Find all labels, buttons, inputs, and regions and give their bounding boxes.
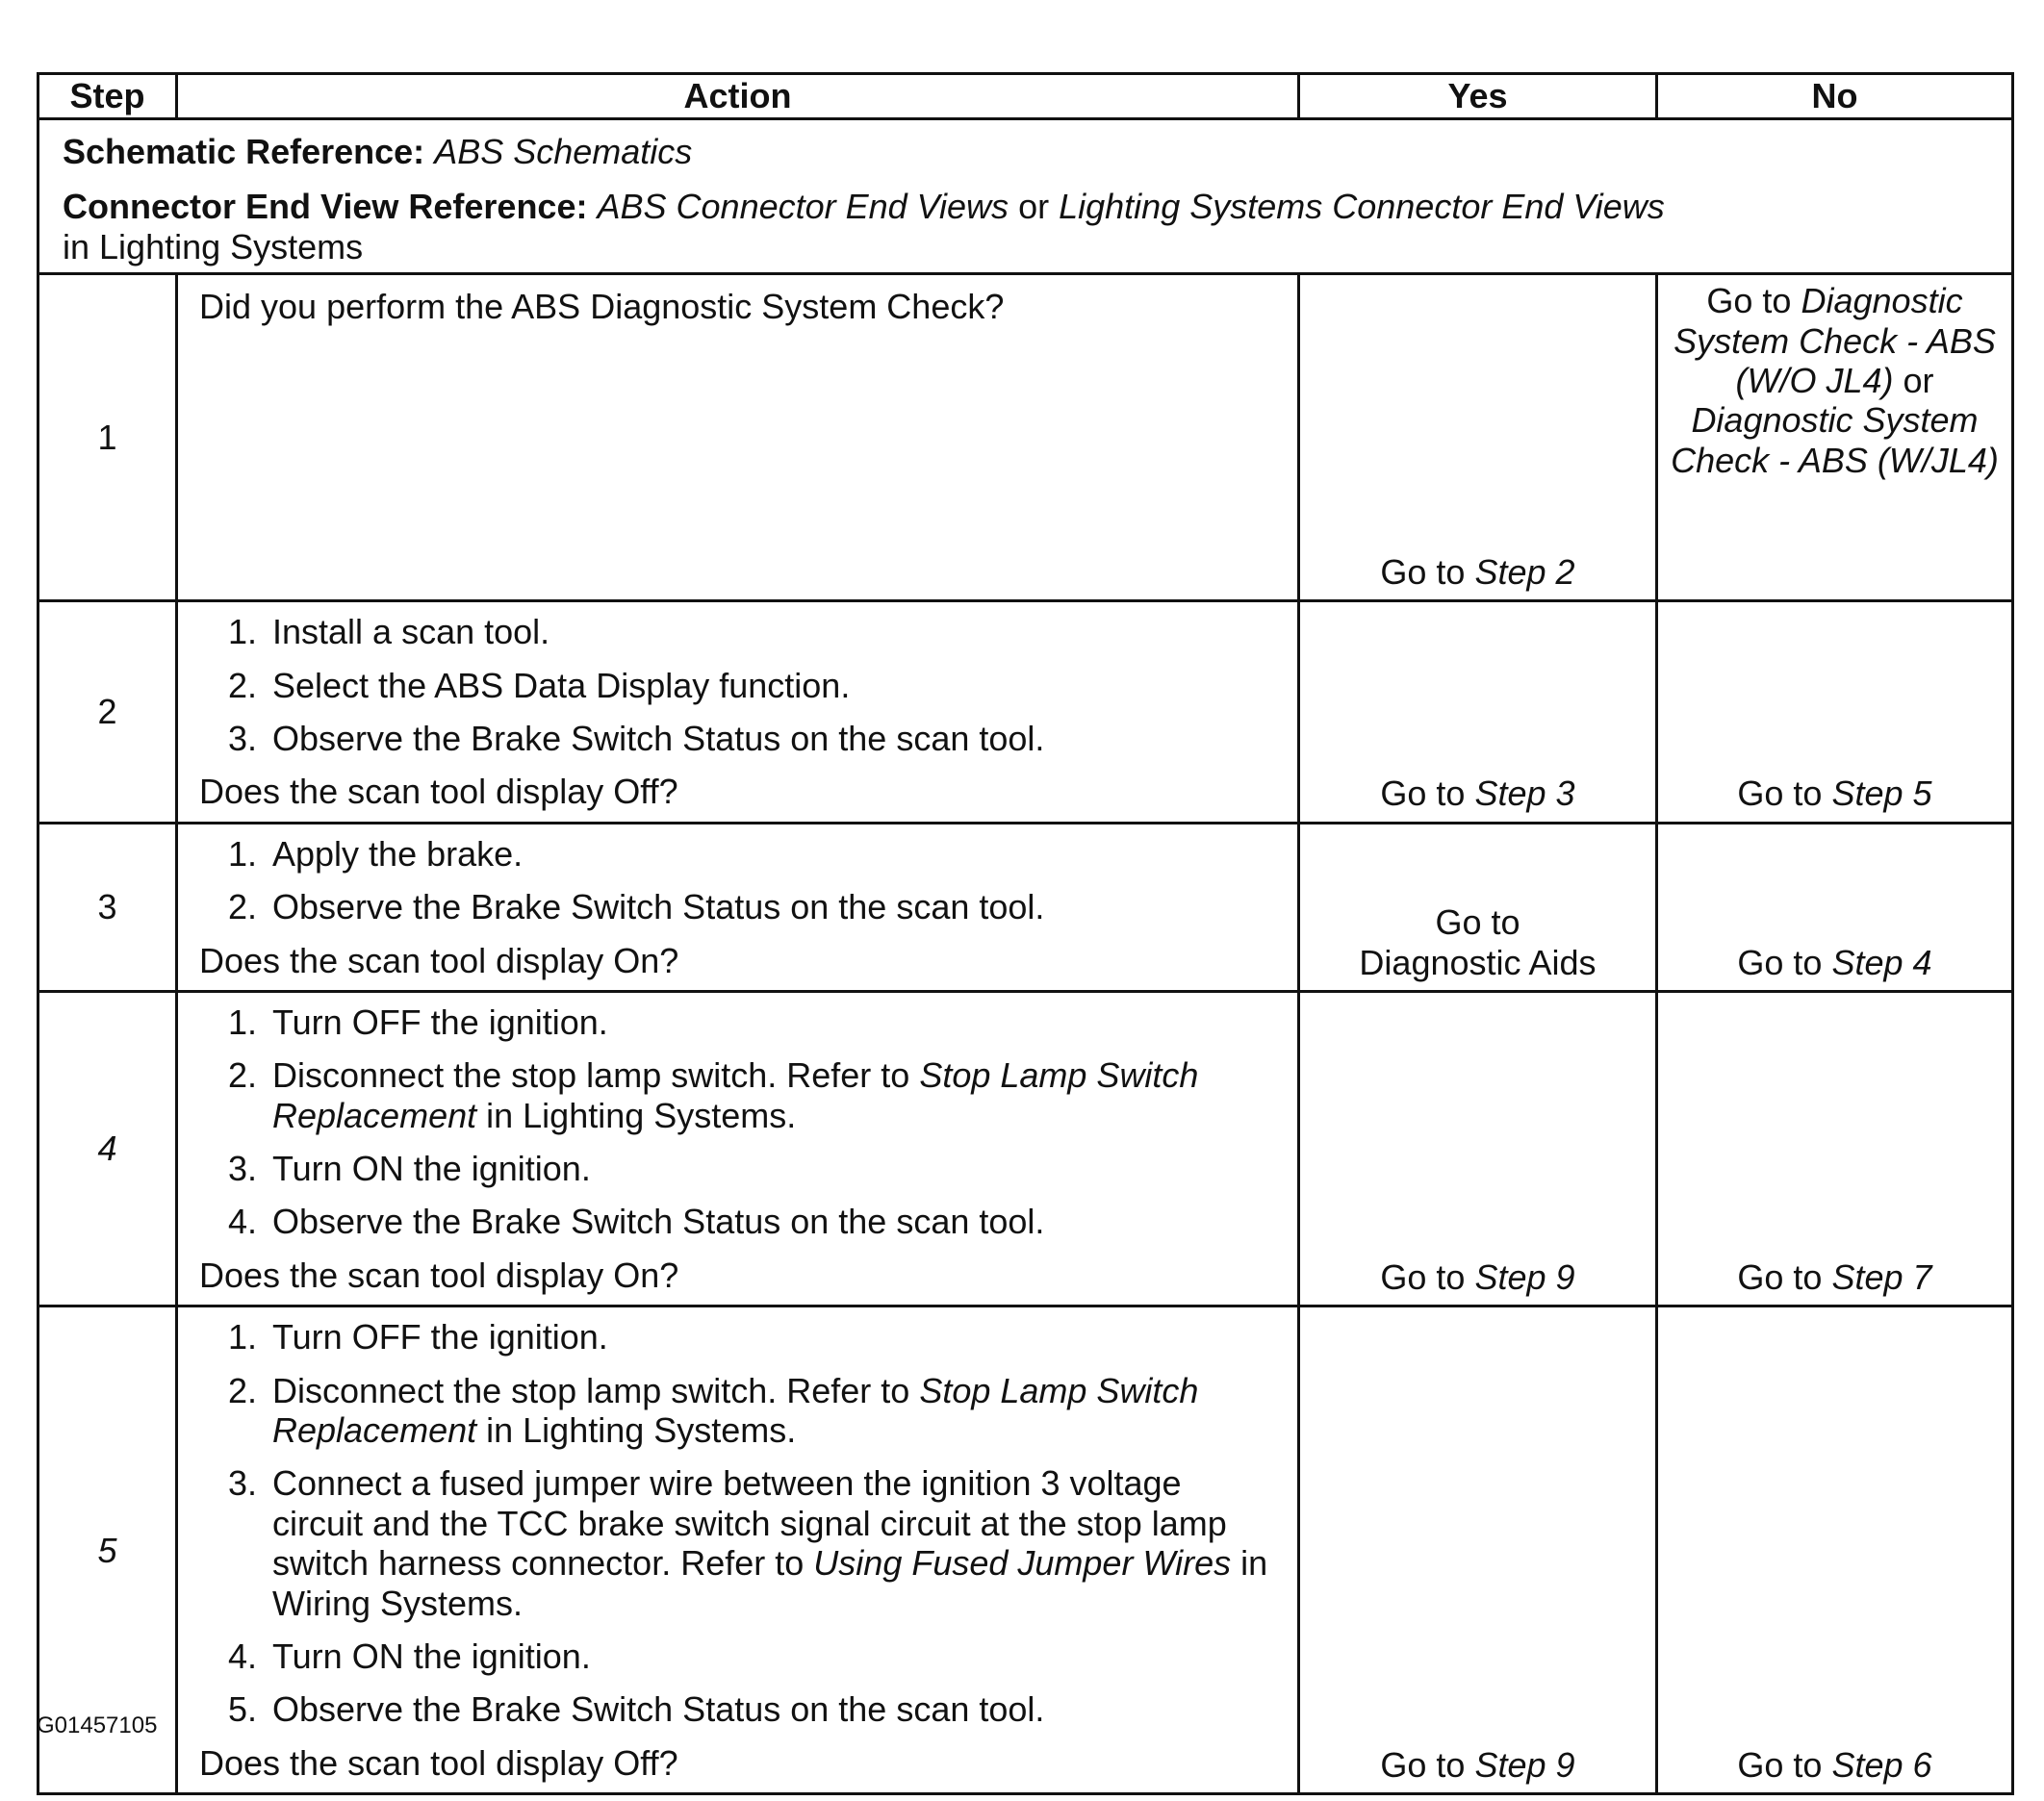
question-text: Does the scan tool display Off? xyxy=(199,772,678,812)
no-link-w-jl4[interactable]: Diagnostic System Check - ABS (W/JL4) xyxy=(1671,400,1999,480)
item-text xyxy=(272,1371,1278,1451)
item-text: Turn OFF the ignition. xyxy=(272,1317,608,1357)
connector-reference-link-lighting[interactable]: Lighting Systems Connector End Views xyxy=(1059,187,1665,227)
table-row xyxy=(38,274,2013,601)
using-fused-jumper-wires-link[interactable]: Using Fused Jumper Wires xyxy=(813,1543,1232,1584)
connector-reference xyxy=(63,187,1990,226)
no-goto: Go to xyxy=(1737,942,1823,982)
yes-goto: Go to xyxy=(1380,774,1466,814)
schematic-reference xyxy=(63,132,1990,171)
item-text: Turn ON the ignition. xyxy=(272,1636,591,1676)
yes-goto: Go to xyxy=(1380,551,1466,592)
item-number: 3. xyxy=(227,1463,257,1504)
item-number: 2. xyxy=(227,665,257,705)
no-step-link[interactable]: Step 5 xyxy=(1831,774,1932,814)
no-goto: Go to xyxy=(1737,774,1823,814)
stop-lamp-switch-replacement-link[interactable]: Stop Lamp Switch Replacement xyxy=(272,1055,1199,1135)
question-text: Did you perform the ABS Diagnostic System Check? xyxy=(199,287,1005,327)
list-item xyxy=(199,1463,1278,1623)
item-text-post: in Lighting Systems. xyxy=(486,1095,797,1135)
yes-step-link[interactable]: Step 9 xyxy=(1474,1256,1575,1297)
no-cell xyxy=(1657,274,2013,601)
schematic-reference-link[interactable]: ABS Schematics xyxy=(434,132,693,171)
item-number: 1. xyxy=(227,1002,257,1042)
item-text: Apply the brake. xyxy=(272,833,524,874)
figure-code: G01457105 xyxy=(37,1712,158,1738)
connector-reference-or: or xyxy=(1018,187,1050,227)
header-step: Step xyxy=(38,74,177,119)
list-item xyxy=(199,1002,1278,1042)
action-cell xyxy=(177,823,1299,991)
header-action: Action xyxy=(177,74,1299,119)
item-text: Observe the Brake Switch Status on the scan tool. xyxy=(272,887,1045,927)
item-text: Turn OFF the ignition. xyxy=(272,1002,608,1042)
item-text: Observe the Brake Switch Status on the scan tool. xyxy=(272,1202,1045,1242)
connector-reference-suffix: in Lighting Systems xyxy=(63,226,364,266)
item-text xyxy=(272,1055,1278,1135)
list-item xyxy=(199,1371,1278,1451)
no-cell xyxy=(1657,601,2013,824)
yes-goto: Go to xyxy=(1380,1744,1466,1785)
item-number: 2. xyxy=(227,1055,257,1096)
schematic-reference-label: Schematic Reference: xyxy=(63,132,425,171)
item-text: Turn ON the ignition. xyxy=(272,1149,591,1189)
yes-diagnostic-aids-link[interactable]: Diagnostic Aids xyxy=(1359,942,1597,982)
step-number: 1 xyxy=(38,274,177,601)
item-number: 5. xyxy=(227,1689,257,1730)
yes-goto: Go to xyxy=(1435,902,1520,943)
list-item xyxy=(199,887,1278,926)
list-item xyxy=(199,1317,1278,1357)
no-goto: Go to xyxy=(1737,1744,1823,1785)
yes-cell xyxy=(1299,601,1657,824)
yes-cell xyxy=(1299,991,1657,1306)
action-cell xyxy=(177,601,1299,824)
table-row xyxy=(38,823,2013,991)
action-list xyxy=(199,1002,1278,1242)
header-yes: Yes xyxy=(1299,74,1657,119)
connector-reference-label: Connector End View Reference: xyxy=(63,187,588,227)
item-number: 3. xyxy=(227,1149,257,1189)
list-item xyxy=(199,612,1278,651)
connector-reference-link-abs[interactable]: ABS Connector End Views xyxy=(597,187,1009,227)
header-no: No xyxy=(1657,74,2013,119)
yes-goto: Go to xyxy=(1380,1256,1466,1297)
item-number: 2. xyxy=(227,1370,257,1410)
item-text-post: in Lighting Systems. xyxy=(486,1410,797,1451)
item-number: 2. xyxy=(227,887,257,927)
no-cell xyxy=(1657,1306,2013,1794)
table-row xyxy=(38,991,2013,1306)
no-goto: Go to xyxy=(1737,1256,1823,1297)
item-number: 3. xyxy=(227,718,257,758)
step-number: 3 xyxy=(38,823,177,991)
no-goto: Go to xyxy=(1706,281,1792,321)
item-text-pre: Disconnect the stop lamp switch. Refer to xyxy=(272,1055,910,1096)
item-number: 1. xyxy=(227,612,257,652)
references-row xyxy=(38,119,2013,274)
item-number: 1. xyxy=(227,1317,257,1357)
no-step-link[interactable]: Step 6 xyxy=(1831,1744,1932,1785)
yes-step-link[interactable]: Step 3 xyxy=(1474,774,1575,814)
item-text: Select the ABS Data Display function. xyxy=(272,665,851,705)
action-cell xyxy=(177,274,1299,601)
item-text: Observe the Brake Switch Status on the scan tool. xyxy=(272,1689,1045,1730)
list-item xyxy=(199,1689,1278,1729)
yes-cell xyxy=(1299,823,1657,991)
list-item xyxy=(199,834,1278,874)
item-text-pre: Disconnect the stop lamp switch. Refer to xyxy=(272,1370,910,1410)
action-cell xyxy=(177,991,1299,1306)
no-step-link[interactable]: Step 4 xyxy=(1831,942,1932,982)
action-list xyxy=(199,612,1278,758)
item-text-post: in Wiring Systems. xyxy=(272,1543,1268,1623)
no-link-wo-jl4[interactable]: Diagnostic System Check - ABS (W/O JL4) xyxy=(1674,281,1996,400)
item-number: 4. xyxy=(227,1636,257,1676)
question-text: Does the scan tool display Off? xyxy=(199,1742,678,1783)
diagnostic-table xyxy=(37,72,2014,1795)
table-row xyxy=(38,601,2013,824)
item-number: 4. xyxy=(227,1202,257,1242)
list-item xyxy=(199,1636,1278,1676)
item-number: 1. xyxy=(227,833,257,874)
no-cell xyxy=(1657,823,2013,991)
item-text: Install a scan tool. xyxy=(272,612,550,652)
references-cell xyxy=(38,119,2013,274)
list-item xyxy=(199,666,1278,705)
yes-step-link[interactable]: Step 9 xyxy=(1474,1744,1575,1785)
stop-lamp-switch-replacement-link[interactable]: Stop Lamp Switch Replacement xyxy=(272,1370,1199,1451)
no-cell xyxy=(1657,991,2013,1306)
question-text: Does the scan tool display On? xyxy=(199,940,679,980)
action-list xyxy=(199,1317,1278,1730)
header-row xyxy=(38,74,2013,119)
table-row xyxy=(38,1306,2013,1794)
action-cell xyxy=(177,1306,1299,1794)
step-number: 2 xyxy=(38,601,177,824)
list-item xyxy=(199,719,1278,758)
yes-step-link[interactable]: Step 2 xyxy=(1474,551,1575,592)
list-item xyxy=(199,1055,1278,1135)
item-text xyxy=(272,1463,1278,1623)
step-number: 5 xyxy=(38,1306,177,1794)
yes-cell xyxy=(1299,1306,1657,1794)
item-text: Observe the Brake Switch Status on the scan tool. xyxy=(272,718,1045,758)
list-item xyxy=(199,1202,1278,1241)
list-item xyxy=(199,1149,1278,1188)
no-step-link[interactable]: Step 7 xyxy=(1831,1256,1932,1297)
item-text-pre: Connect a fused jumper wire between the ignition 3 voltage circuit and the TCC brake switch signal circuit at the stop lamp switch harness connector. Refer to xyxy=(272,1463,1227,1584)
action-list xyxy=(199,834,1278,927)
yes-cell xyxy=(1299,274,1657,601)
step-number: 4 xyxy=(38,991,177,1306)
no-or: or xyxy=(1903,360,1934,400)
question-text: Does the scan tool display On? xyxy=(199,1255,679,1295)
